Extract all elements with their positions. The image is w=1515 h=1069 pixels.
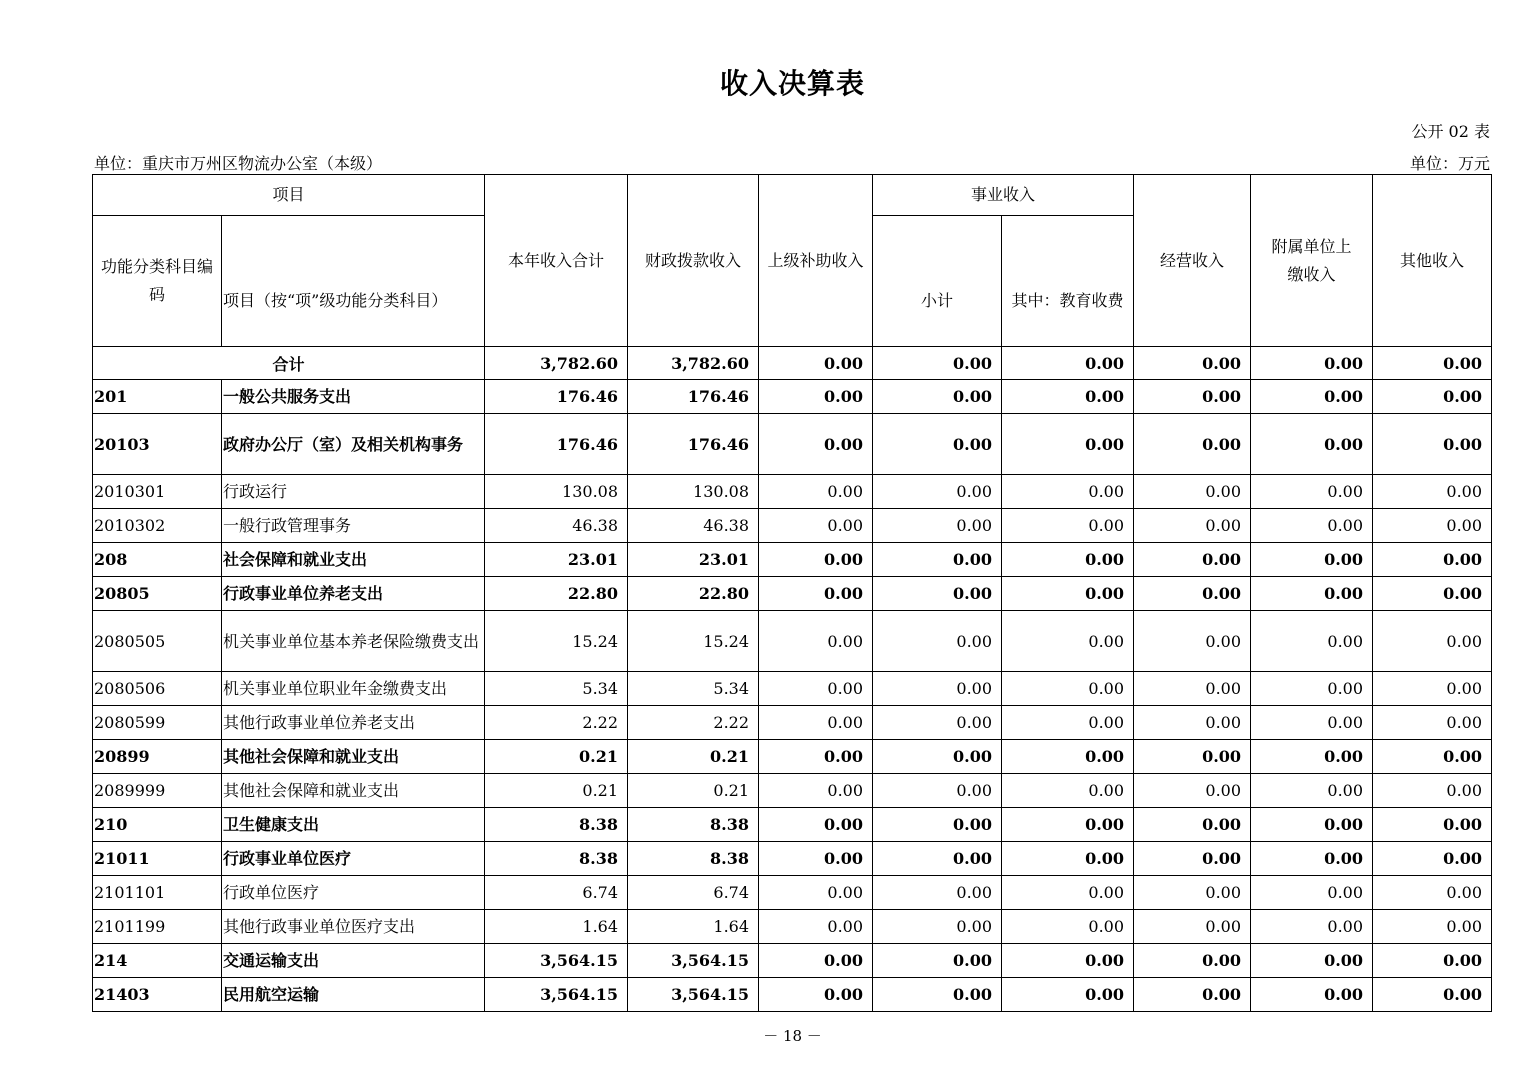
row-value: 8.38 — [485, 842, 628, 876]
row-value: 3,564.15 — [628, 944, 759, 978]
row-value: 0.00 — [1002, 509, 1134, 543]
row-value: 0.00 — [759, 475, 873, 509]
row-value: 0.00 — [1373, 706, 1492, 740]
total-cell: 3,782.60 — [628, 347, 759, 380]
row-value: 0.00 — [873, 611, 1002, 672]
row-value: 0.00 — [759, 808, 873, 842]
row-value: 0.00 — [1134, 774, 1251, 808]
header-fiscal: 财政拨款收入 — [628, 175, 759, 347]
header-code: 功能分类科目编码 — [93, 216, 222, 347]
row-value: 0.00 — [1002, 706, 1134, 740]
row-value: 0.00 — [873, 414, 1002, 475]
row-value: 0.00 — [1134, 740, 1251, 774]
table-row — [93, 509, 1492, 543]
row-value: 0.00 — [1373, 611, 1492, 672]
table-row — [93, 944, 1492, 978]
row-name: 其他行政事业单位养老支出 — [222, 706, 485, 740]
header-operating: 经营收入 — [1134, 175, 1251, 347]
page-number: － 18 － — [763, 1027, 822, 1045]
row-value: 0.00 — [1134, 672, 1251, 706]
row-value: 0.00 — [1373, 672, 1492, 706]
row-value: 0.00 — [1002, 414, 1134, 475]
row-value: 0.21 — [485, 774, 628, 808]
row-value: 0.00 — [1002, 910, 1134, 944]
row-value: 0.00 — [1373, 910, 1492, 944]
row-value: 8.38 — [628, 808, 759, 842]
row-value: 2.22 — [628, 706, 759, 740]
unit-organization: 单位：重庆市万州区物流办公室（本级） — [94, 154, 383, 173]
row-value: 3,564.15 — [485, 978, 628, 1012]
header-superior: 上级补助收入 — [759, 175, 873, 347]
row-value: 0.00 — [1373, 414, 1492, 475]
row-value: 176.46 — [628, 414, 759, 475]
row-value: 0.00 — [759, 876, 873, 910]
total-cell: 0.00 — [873, 347, 1002, 380]
row-value: 0.00 — [1134, 543, 1251, 577]
row-value: 0.00 — [1134, 978, 1251, 1012]
row-value: 0.00 — [1251, 509, 1373, 543]
row-value: 0.00 — [1134, 475, 1251, 509]
table-row — [93, 577, 1492, 611]
row-value: 0.00 — [1251, 842, 1373, 876]
row-value: 0.00 — [1002, 475, 1134, 509]
row-value: 0.00 — [1251, 611, 1373, 672]
row-value: 0.00 — [759, 611, 873, 672]
row-value: 15.24 — [628, 611, 759, 672]
income-table — [92, 174, 1492, 1012]
row-value: 23.01 — [628, 543, 759, 577]
row-value: 130.08 — [485, 475, 628, 509]
row-value: 6.74 — [485, 876, 628, 910]
row-value: 0.00 — [1134, 509, 1251, 543]
row-value: 130.08 — [628, 475, 759, 509]
unit-currency: 单位：万元 — [1409, 154, 1490, 173]
row-value: 0.00 — [1251, 740, 1373, 774]
row-value: 0.00 — [1251, 380, 1373, 414]
row-value: 0.00 — [1251, 475, 1373, 509]
row-value: 3,564.15 — [485, 944, 628, 978]
row-value: 0.00 — [1134, 577, 1251, 611]
table-row — [93, 611, 1492, 672]
row-value: 0.00 — [1251, 978, 1373, 1012]
row-value: 46.38 — [628, 509, 759, 543]
header-affiliated: 附属单位上缴收入 — [1251, 175, 1373, 347]
row-value: 8.38 — [628, 842, 759, 876]
row-name: 一般行政管理事务 — [222, 509, 485, 543]
table-row — [93, 380, 1492, 414]
row-value: 0.00 — [1002, 774, 1134, 808]
header-total: 本年收入合计 — [485, 175, 628, 347]
row-code: 2089999 — [93, 774, 222, 808]
row-name: 民用航空运输 — [222, 978, 485, 1012]
row-value: 0.00 — [873, 509, 1002, 543]
row-value: 0.00 — [1134, 842, 1251, 876]
row-value: 0.00 — [1002, 944, 1134, 978]
row-name: 卫生健康支出 — [222, 808, 485, 842]
total-cell: 3,782.60 — [485, 347, 628, 380]
row-value: 0.00 — [1373, 774, 1492, 808]
header-business-income: 事业收入 — [873, 175, 1134, 216]
total-row — [93, 347, 1492, 380]
row-value: 0.00 — [759, 706, 873, 740]
row-code: 2080505 — [93, 611, 222, 672]
row-name: 社会保障和就业支出 — [222, 543, 485, 577]
row-value: 0.00 — [1134, 876, 1251, 910]
total-cell: 0.00 — [759, 347, 873, 380]
row-code: 201 — [93, 380, 222, 414]
row-value: 0.00 — [759, 414, 873, 475]
row-value: 0.21 — [628, 774, 759, 808]
row-name: 机关事业单位职业年金缴费支出 — [222, 672, 485, 706]
total-cell: 0.00 — [1134, 347, 1251, 380]
row-value: 0.00 — [1134, 380, 1251, 414]
total-cell: 0.00 — [1251, 347, 1373, 380]
row-name: 其他社会保障和就业支出 — [222, 774, 485, 808]
row-value: 0.00 — [1134, 808, 1251, 842]
row-value: 0.00 — [1251, 672, 1373, 706]
row-value: 0.00 — [1134, 944, 1251, 978]
table-row — [93, 414, 1492, 475]
row-value: 0.00 — [1251, 910, 1373, 944]
row-value: 0.00 — [1134, 910, 1251, 944]
row-code: 2101101 — [93, 876, 222, 910]
row-value: 5.34 — [485, 672, 628, 706]
row-value: 0.00 — [873, 543, 1002, 577]
row-value: 176.46 — [485, 380, 628, 414]
row-value: 0.00 — [759, 577, 873, 611]
table-row — [93, 808, 1492, 842]
row-value: 0.00 — [1373, 577, 1492, 611]
row-value: 0.00 — [1373, 509, 1492, 543]
header-subtotal: 小计 — [873, 216, 1002, 347]
table-row — [93, 706, 1492, 740]
row-value: 0.00 — [1134, 611, 1251, 672]
row-value: 0.00 — [1373, 475, 1492, 509]
row-value: 0.21 — [628, 740, 759, 774]
row-code: 2010301 — [93, 475, 222, 509]
row-name: 行政单位医疗 — [222, 876, 485, 910]
row-value: 0.00 — [873, 672, 1002, 706]
row-value: 22.80 — [485, 577, 628, 611]
row-value: 0.00 — [1002, 577, 1134, 611]
row-value: 1.64 — [485, 910, 628, 944]
total-cell: 0.00 — [1002, 347, 1134, 380]
row-value: 0.00 — [1002, 876, 1134, 910]
table-row — [93, 672, 1492, 706]
row-value: 0.00 — [759, 944, 873, 978]
row-value: 0.00 — [1251, 414, 1373, 475]
row-value: 0.00 — [1373, 978, 1492, 1012]
row-value: 3,564.15 — [628, 978, 759, 1012]
row-value: 0.00 — [873, 978, 1002, 1012]
row-value: 0.00 — [873, 475, 1002, 509]
row-name: 其他行政事业单位医疗支出 — [222, 910, 485, 944]
row-name: 政府办公厅（室）及相关机构事务 — [222, 414, 485, 475]
row-name: 一般公共服务支出 — [222, 380, 485, 414]
row-value: 0.00 — [1002, 672, 1134, 706]
row-value: 0.00 — [1002, 543, 1134, 577]
row-value: 0.00 — [759, 672, 873, 706]
row-code: 2080506 — [93, 672, 222, 706]
row-value: 0.00 — [873, 808, 1002, 842]
row-value: 0.00 — [1373, 944, 1492, 978]
row-code: 20805 — [93, 577, 222, 611]
row-value: 0.00 — [1373, 808, 1492, 842]
row-value: 8.38 — [485, 808, 628, 842]
row-value: 0.00 — [1002, 740, 1134, 774]
row-value: 0.00 — [1373, 380, 1492, 414]
row-code: 210 — [93, 808, 222, 842]
row-value: 0.00 — [873, 842, 1002, 876]
form-number: 公开 02 表 — [1411, 122, 1490, 141]
row-value: 0.00 — [759, 543, 873, 577]
header-other: 其他收入 — [1373, 175, 1492, 347]
row-name: 其他社会保障和就业支出 — [222, 740, 485, 774]
row-value: 0.00 — [873, 774, 1002, 808]
row-value: 0.00 — [1251, 577, 1373, 611]
row-value: 0.00 — [1134, 706, 1251, 740]
row-value: 0.00 — [873, 740, 1002, 774]
table-row — [93, 740, 1492, 774]
row-value: 0.00 — [759, 774, 873, 808]
row-value: 0.00 — [759, 842, 873, 876]
row-value: 0.21 — [485, 740, 628, 774]
row-value: 0.00 — [1134, 414, 1251, 475]
row-name: 交通运输支出 — [222, 944, 485, 978]
row-value: 0.00 — [1251, 706, 1373, 740]
row-value: 0.00 — [1002, 808, 1134, 842]
row-value: 0.00 — [1251, 944, 1373, 978]
table-row — [93, 774, 1492, 808]
row-code: 2101199 — [93, 910, 222, 944]
table-row — [93, 876, 1492, 910]
row-value: 0.00 — [759, 978, 873, 1012]
table-row — [93, 475, 1492, 509]
row-value: 0.00 — [873, 944, 1002, 978]
row-value: 0.00 — [1251, 808, 1373, 842]
row-value: 176.46 — [485, 414, 628, 475]
row-value: 0.00 — [759, 380, 873, 414]
row-value: 0.00 — [1002, 842, 1134, 876]
row-value: 0.00 — [1373, 842, 1492, 876]
header-project: 项目 — [93, 175, 485, 216]
row-value: 176.46 — [628, 380, 759, 414]
page-title: 收入决算表 — [719, 67, 865, 100]
row-code: 20103 — [93, 414, 222, 475]
header-edu: 其中：教育收费 — [1002, 216, 1134, 347]
row-value: 0.00 — [873, 876, 1002, 910]
row-value: 0.00 — [1251, 543, 1373, 577]
row-value: 0.00 — [1373, 740, 1492, 774]
row-value: 23.01 — [485, 543, 628, 577]
table-row — [93, 910, 1492, 944]
row-value: 15.24 — [485, 611, 628, 672]
row-value: 0.00 — [1002, 978, 1134, 1012]
row-value: 0.00 — [1251, 876, 1373, 910]
row-code: 214 — [93, 944, 222, 978]
row-value: 0.00 — [1373, 876, 1492, 910]
row-value: 5.34 — [628, 672, 759, 706]
row-value: 6.74 — [628, 876, 759, 910]
row-value: 0.00 — [873, 380, 1002, 414]
row-value: 46.38 — [485, 509, 628, 543]
row-name: 行政事业单位医疗 — [222, 842, 485, 876]
row-code: 21011 — [93, 842, 222, 876]
row-value: 0.00 — [759, 740, 873, 774]
row-code: 2080599 — [93, 706, 222, 740]
row-name: 行政运行 — [222, 475, 485, 509]
row-value: 0.00 — [759, 509, 873, 543]
row-code: 21403 — [93, 978, 222, 1012]
table-row — [93, 842, 1492, 876]
row-value: 0.00 — [1002, 611, 1134, 672]
row-value: 0.00 — [759, 910, 873, 944]
header-name: 项目（按“项”级功能分类科目） — [222, 216, 485, 347]
row-value: 2.22 — [485, 706, 628, 740]
row-code: 208 — [93, 543, 222, 577]
row-value: 1.64 — [628, 910, 759, 944]
row-value: 0.00 — [1002, 380, 1134, 414]
row-value: 0.00 — [873, 577, 1002, 611]
total-label: 合计 — [93, 347, 485, 380]
row-code: 2010302 — [93, 509, 222, 543]
row-code: 20899 — [93, 740, 222, 774]
row-value: 0.00 — [873, 910, 1002, 944]
row-value: 0.00 — [873, 706, 1002, 740]
row-name: 机关事业单位基本养老保险缴费支出 — [222, 611, 485, 672]
row-value: 0.00 — [1373, 543, 1492, 577]
row-value: 0.00 — [1251, 774, 1373, 808]
row-value: 22.80 — [628, 577, 759, 611]
row-name: 行政事业单位养老支出 — [222, 577, 485, 611]
total-cell: 0.00 — [1373, 347, 1492, 380]
table-row — [93, 978, 1492, 1012]
table-row — [93, 543, 1492, 577]
